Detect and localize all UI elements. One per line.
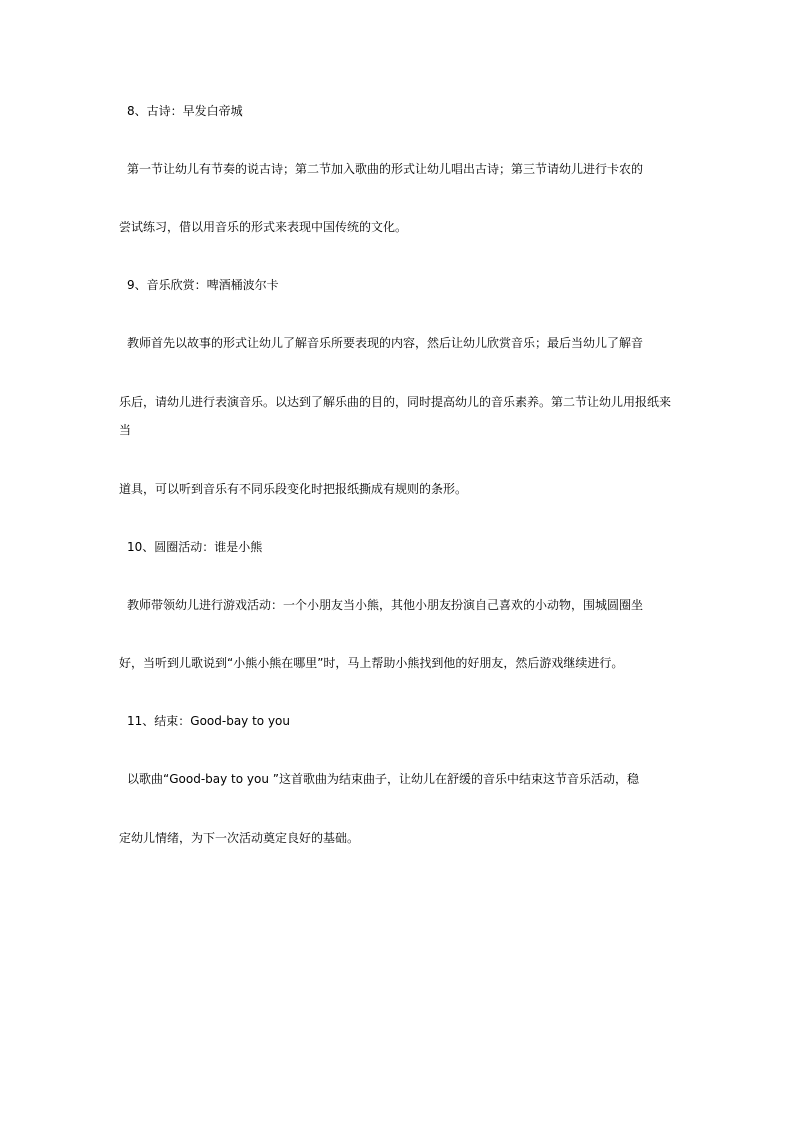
paragraph-line: 教师首先以故事的形式让幼儿了解音乐所要表现的内容，然后让幼儿欣赏音乐；最后当幼儿了解音 [127,336,644,350]
paragraph-line: 好，当听到儿歌说到“小熊小熊在哪里”时，马上帮助小熊找到他的好朋友，然后游戏继续进行。 [119,656,624,670]
paragraph-line: 定幼儿情绪，为下一次活动奠定良好的基础。 [119,831,360,845]
section-heading-8: 8、古诗：早发白帝城 [127,104,243,118]
paragraph-line: 尝试练习，借以用音乐的形式来表现中国传统的文化。 [119,220,408,234]
paragraph-line: 道具，可以听到音乐有不同乐段变化时把报纸撕成有规则的条形。 [119,482,468,496]
paragraph-line: 教师带领幼儿进行游戏活动：一个小朋友当小熊，其他小朋友扮演自己喜欢的小动物，围城圆圈坐 [127,598,644,612]
section-heading-11: 11、结束：Good-bay to you [127,714,290,728]
paragraph-line: 当 [119,423,132,437]
paragraph-line: 第一节让幼儿有节奏的说古诗；第二节加入歌曲的形式让幼儿唱出古诗；第三节请幼儿进行卡农的 [127,162,644,176]
paragraph-line: 以歌曲“Good-bay to you ”这首歌曲为结束曲子，让幼儿在舒缓的音乐中结束这节音乐活动，稳 [127,772,639,786]
paragraph-line: 乐后，请幼儿进行表演音乐。以达到了解乐曲的目的，同时提高幼儿的音乐素养。第二节让幼儿用报纸来 [119,395,672,409]
section-heading-9: 9、音乐欣赏：啤酒桶波尔卡 [127,278,279,292]
section-heading-10: 10、圆圈活动：谁是小熊 [127,540,263,554]
